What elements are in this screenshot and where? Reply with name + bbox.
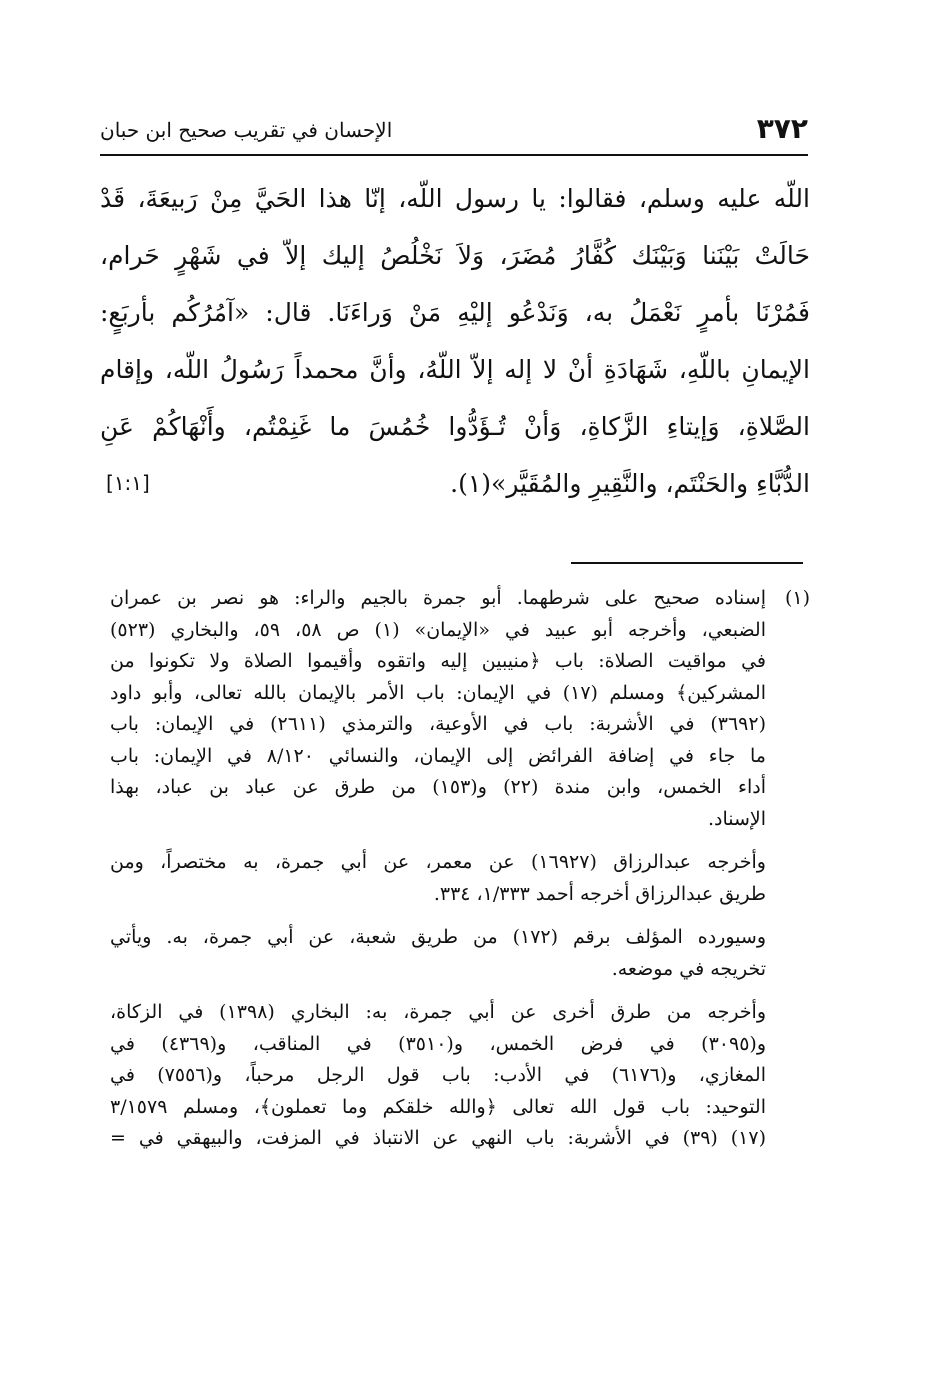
footnote-line: أداء الخمس، وابن مندة (٢٢) و(١٥٣) من طرق عن عباد بن عباد، بهذا xyxy=(110,776,766,798)
footnote-line: وأخرجه عبدالرزاق (١٦٩٢٧) عن معمر، عن أبي جمرة، به مختصراً، ومن xyxy=(110,851,766,873)
main-text-line: الإيمانِ باللّهِ، شَهَادَةِ أنْ لا إله إلاّ اللّهُ، وأنَّ محمداً رَسُولُ اللّه، وإقام xyxy=(100,355,810,384)
page-header xyxy=(100,108,808,156)
footnote-paragraph xyxy=(110,583,810,835)
footnotes xyxy=(110,583,810,1167)
footnote-line: المشركين﴾ ومسلم (١٧) في الإيمان: باب الأمر بالإيمان بالله تعالى، وأبو داود xyxy=(110,681,766,704)
footnote-line: (١٧) (٣٩) في الأشربة: باب النهي عن الانتباذ في المزفت، والبيهقي في = xyxy=(110,1127,766,1149)
footnote-separator xyxy=(571,562,803,564)
main-text-line: حَالَتْ بَيْنَنا وَبَيْنَك كُفَّارُ مُضَرَ، وَلاَ نَخْلُصُ إليك إلاّ في شَهْرٍ حَرام، xyxy=(100,241,810,270)
main-text-line: اللّه عليه وسلم، فقالوا: يا رسول اللّه، إنّا هذا الحَيَّ مِنْ رَبيعَةَ، قَدْ xyxy=(100,184,810,213)
footnote-line: المغازي، و(٦١٧٦) في الأدب: باب قول الرجل مرحباً، و(٧٥٥٦) في xyxy=(110,1064,766,1086)
footnote-line: (٣٦٩٢) في الأشربة: باب في الأوعية، والترمذي (٢٦١١) في الإيمان: باب xyxy=(110,713,766,735)
footnote-line: ما جاء في إضافة الفرائض إلى الإيمان، والنسائي ٨/١٢٠ في الإيمان: باب xyxy=(110,744,766,767)
footnote-line: في مواقيت الصلاة: باب ﴿منيبين إليه واتقوه وأقيموا الصلاة ولا تكونوا من xyxy=(110,650,766,672)
footnote-paragraph xyxy=(110,922,810,985)
footnote-line: التوحيد: باب قول الله تعالى ﴿والله خلقكم وما تعملون﴾، ومسلم ٣/١٥٧٩ xyxy=(110,1095,766,1118)
main-text-line-last-text: الدُّبَّاءِ والحَنْتَم، والنَّقِيرِ والمُقَيَّر»(١). xyxy=(450,469,810,498)
footnote-line: الإسناد. xyxy=(707,807,766,830)
footnote-line: و(٣٠٩٥) في فرض الخمس، و(٣٥١٠) في المناقب، و(٤٣٦٩) في xyxy=(110,1032,766,1055)
footnote-line: وأخرجه من طرق أخرى عن أبي جمرة، به: البخاري (١٣٩٨) في الزكاة، xyxy=(110,1001,767,1023)
footnote-paragraph xyxy=(110,847,810,910)
main-text xyxy=(100,170,810,512)
footnote-line: إسناده صحيح على شرطهما. أبو جمرة بالجيم والراء: هو نصر بن عمران xyxy=(110,587,766,609)
main-text-line: الصَّلاةِ، وَإيتاءِ الزَّكاةِ، وَأنْ تُـؤَدُّوا خُمُسَ ما غَنِمْتُم، وأَنْهَاكُمْ عَنِ xyxy=(100,412,810,441)
page-number: ٣٧٢ xyxy=(756,112,808,145)
main-text-line-last xyxy=(100,455,810,512)
main-text-line: فَمُرْنَا بأمرٍ نَعْمَلُ به، وَنَدْعُو إليْهِ مَنْ وَراءَنَا. قال: «آمُرُكُم بأربَعٍ: xyxy=(100,298,810,327)
footnote-marker: (١) xyxy=(784,587,810,609)
footnote-line: وسيورده المؤلف برقم (١٧٢) من طريق شعبة، عن أبي جمرة، به. ويأتي xyxy=(110,926,766,948)
footnote-line: الضبعي، وأخرجه أبو عبيد في «الإيمان» (١) ص ٥٨، ٥٩، والبخاري (٥٢٣) xyxy=(110,618,766,641)
footnote-line: طريق عبدالرزاق أخرجه أحمد ١/٣٣٣، ٣٣٤. xyxy=(433,882,766,905)
footnote-paragraph xyxy=(110,997,810,1155)
footnote-line: تخريجه في موضعه. xyxy=(611,957,766,980)
running-title: الإحسان في تقريب صحيح ابن حبان xyxy=(100,118,393,142)
hadith-reference: [١:١] xyxy=(106,471,150,495)
